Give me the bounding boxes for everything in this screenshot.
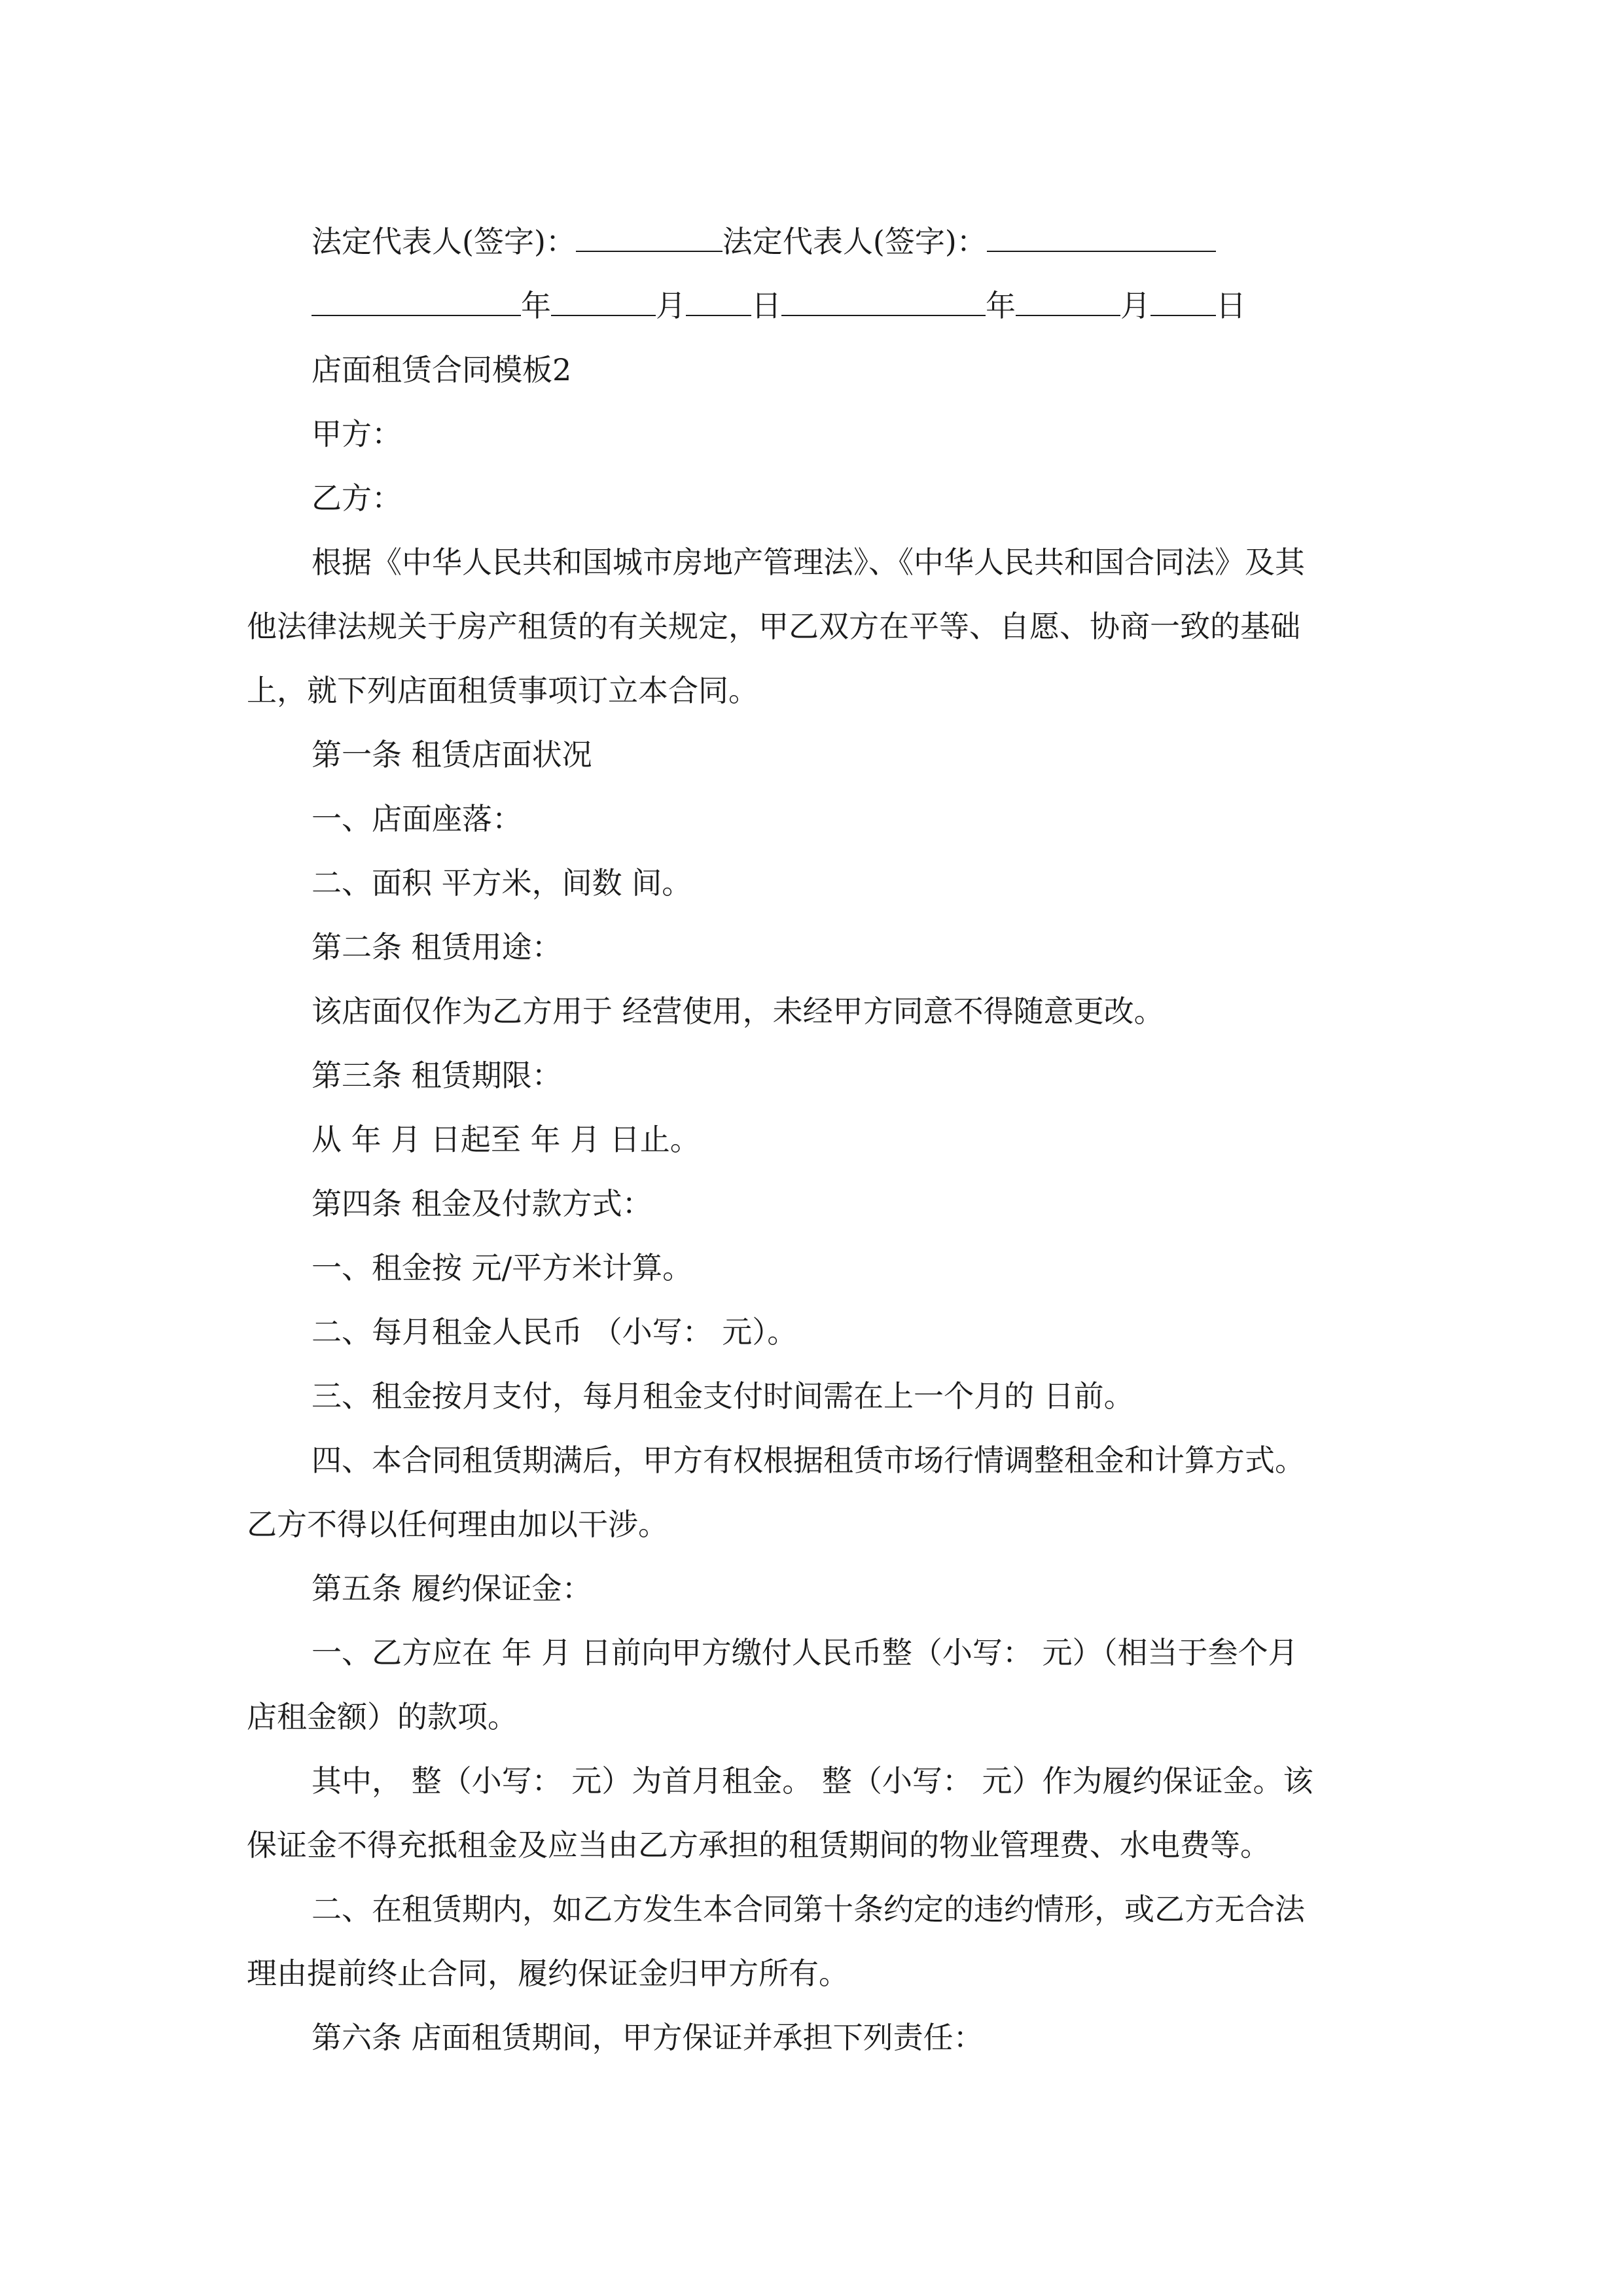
rep-label-party-b: 法定代表人(签字)： xyxy=(722,224,987,259)
month-blank-b xyxy=(1016,285,1120,316)
day-label-b: 日 xyxy=(1216,288,1246,323)
article-5-item-1-line: 一、乙方应在 年 月 日前向甲方缴付人民币整（小写： 元）（相当于叁个月 xyxy=(312,1635,1298,1670)
article-5-title: 第五条 履约保证金： xyxy=(312,1571,592,1606)
date-line xyxy=(247,274,1412,338)
document-body xyxy=(247,209,1412,2070)
year-label-a: 年 xyxy=(521,288,551,323)
party-b-label: 乙方： xyxy=(312,480,402,516)
article-4-item-3: 三、租金按月支付，每月租金支付时间需在上一个月的 日前。 xyxy=(312,1378,1134,1414)
month-label-b: 月 xyxy=(1120,288,1150,323)
day-blank-a xyxy=(686,285,751,316)
article-1-item-2: 二、面积 平方米，间数 间。 xyxy=(312,865,692,901)
article-5-item-2-line: 理由提前终止合同，履约保证金归甲方所有。 xyxy=(247,1956,849,1991)
article-1-title: 第一条 租赁店面状况 xyxy=(312,737,592,772)
rep-label-party-a: 法定代表人(签字)： xyxy=(312,224,576,259)
day-label-a: 日 xyxy=(751,288,781,323)
month-label-a: 月 xyxy=(656,288,686,323)
article-3-text: 从 年 月 日起至 年 月 日止。 xyxy=(312,1122,700,1157)
article-4-title: 第四条 租金及付款方式： xyxy=(312,1186,652,1221)
article-5-item-2-line: 二、在租赁期内，如乙方发生本合同第十条约定的违约情形，或乙方无合法 xyxy=(312,1892,1305,1927)
article-4-item-4-line: 乙方不得以任何理由加以干涉。 xyxy=(247,1507,668,1542)
party-a-label: 甲方： xyxy=(312,416,402,452)
year-label-b: 年 xyxy=(986,288,1016,323)
document-title: 店面租赁合同模板2 xyxy=(312,352,572,387)
year-blank-a xyxy=(312,285,521,316)
article-1-item-1: 一、店面座落： xyxy=(312,801,522,836)
signature-blank-a xyxy=(576,221,722,252)
year-blank-b xyxy=(781,285,986,316)
day-blank-b xyxy=(1150,285,1216,316)
signature-blank-b xyxy=(987,221,1216,252)
preamble-line: 根据《中华人民共和国城市房地产管理法》、《中华人民共和国合同法》及其 xyxy=(312,545,1305,580)
preamble-line: 他法律法规关于房产租赁的有关规定，甲乙双方在平等、自愿、协商一致的基础 xyxy=(247,609,1300,644)
article-2-title: 第二条 租赁用途： xyxy=(312,929,562,965)
article-4-item-2: 二、每月租金人民币 （小写： 元）。 xyxy=(312,1314,798,1350)
article-3-title: 第三条 租赁期限： xyxy=(312,1058,562,1093)
article-2-text: 该店面仅作为乙方用于 经营使用，未经甲方同意不得随意更改。 xyxy=(312,994,1164,1029)
article-6-title: 第六条 店面租赁期间，甲方保证并承担下列责任： xyxy=(312,2020,984,2055)
article-5-note-line: 保证金不得充抵租金及应当由乙方承担的租赁期间的物业管理费、水电费等。 xyxy=(247,1827,1270,1863)
signature-line xyxy=(247,209,1412,274)
article-5-note-line: 其中， 整（小写： 元）为首月租金。 整（小写： 元）作为履约保证金。该 xyxy=(312,1763,1313,1799)
article-4-item-1: 一、租金按 元/平方米计算。 xyxy=(312,1250,693,1285)
article-5-item-1-line: 店租金额）的款项。 xyxy=(247,1699,518,1734)
article-4-item-4-line: 四、本合同租赁期满后，甲方有权根据租赁市场行情调整租金和计算方式。 xyxy=(312,1443,1305,1478)
preamble-line: 上，就下列店面租赁事项订立本合同。 xyxy=(247,673,758,708)
month-blank-a xyxy=(551,285,656,316)
